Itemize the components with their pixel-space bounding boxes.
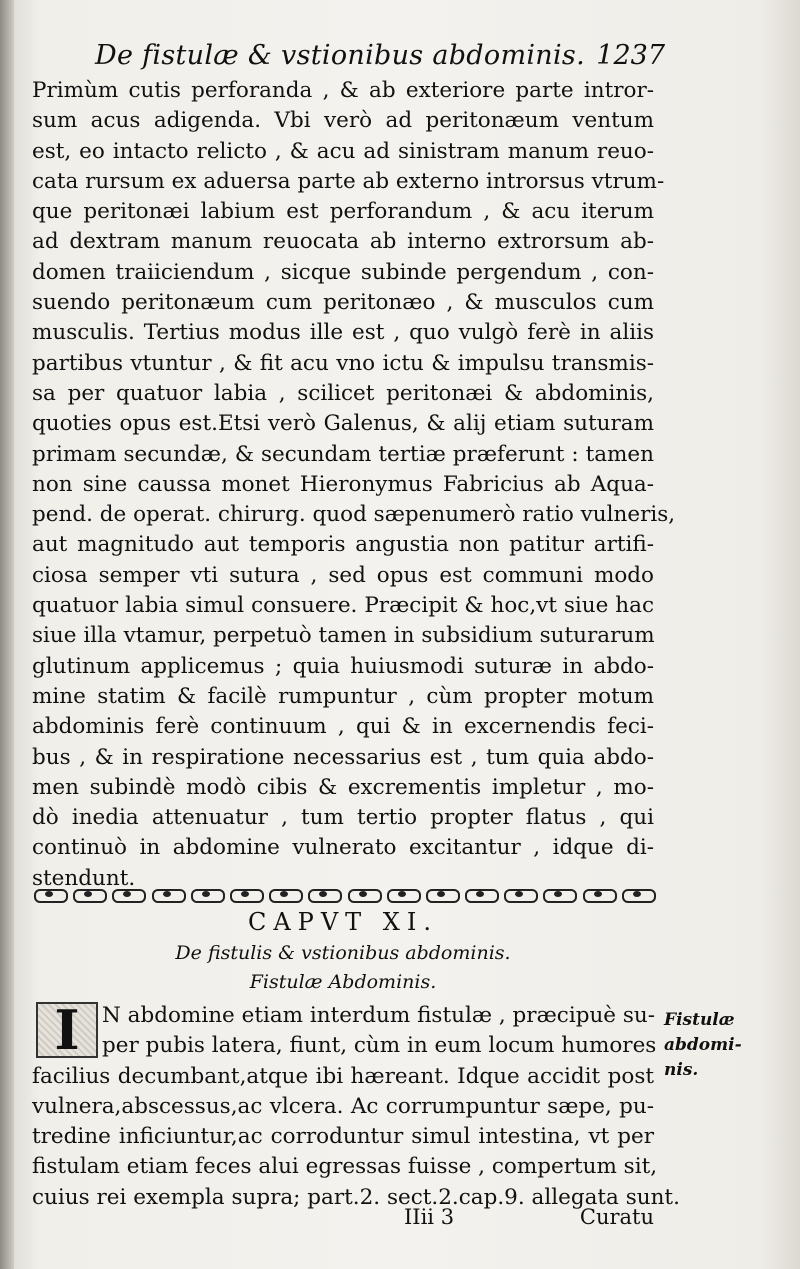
marginal-note: [664, 1008, 784, 1083]
marginal-note-line: Fistulæ: [664, 1010, 735, 1030]
ornament-icon: [502, 886, 536, 902]
text-line: est, eo intacto relicto , & acu ad sinistram manum reuo-: [32, 138, 654, 164]
chapter-title: CAPVT XI.: [247, 908, 438, 936]
text-line: abdominis ferè continuum , qui & in excernendis feci-: [32, 714, 654, 740]
text-line: per pubis latera, fiunt, cùm in eum locum humores: [102, 1033, 657, 1059]
ornament-icon: [541, 886, 575, 902]
page-header: [95, 38, 665, 78]
text-line: aut magnitudo aut temporis angustia non patitur artifi-: [32, 532, 654, 558]
text-line: sum acus adigenda. Vbi verò ad peritonæum ventum: [32, 108, 654, 134]
text-line: cuius rei exempla supra; part.2. sect.2.cap.9. allegata sunt.: [32, 1184, 680, 1210]
text-line: quatuor labia simul consuere. Præcipit & hoc,vt siue hac: [32, 593, 654, 619]
page-footer: [32, 1205, 654, 1235]
ornament-icon: [306, 886, 340, 902]
ornament-icon: [71, 886, 105, 902]
body-paragraph: [32, 76, 676, 894]
ornament-icon: [189, 886, 223, 902]
section-title: Fistulæ Abdominis.: [249, 971, 437, 993]
running-head: De fistulæ & vstionibus abdominis.: [95, 40, 585, 71]
text-line: men subindè modò cibis & excrementis impletur , mo-: [32, 774, 654, 800]
ornament-icon: [267, 886, 301, 902]
catchword: Curatu: [579, 1205, 654, 1229]
text-line: partibus vtuntur , & fit acu vno ictu & impulsu transmis-: [32, 350, 654, 376]
text-line: ciosa semper vti sutura , sed opus est communi modo: [32, 562, 654, 588]
text-line: N abdomine etiam interdum fistulæ , præcipuè su-: [102, 1003, 656, 1028]
text-line: quoties opus est.Etsi verò Galenus, & alij etiam suturam: [32, 411, 654, 437]
text-line: fistulam etiam feces alui egressas fuisse , compertum sit,: [32, 1154, 658, 1180]
page-gutter: [0, 0, 14, 1269]
marginal-note-line: abdomi-: [664, 1035, 742, 1055]
text-line: cata rursum ex aduersa parte ab externo introrsus vtrum-: [32, 168, 665, 194]
ornament-icon: [346, 886, 380, 902]
text-line: continuò in abdomine vulnerato excitantur , idque di-: [32, 835, 654, 861]
ornament-icon: [32, 886, 66, 902]
text-line: que peritonæi labium est perforandum , & acu iterum: [32, 199, 654, 225]
text-line: dò inedia attenuatur , tum tertio propter flatus , qui: [32, 805, 654, 831]
text-line: musculis. Tertius modus ille est , quo vulgò ferè in aliis: [32, 320, 654, 346]
text-line: mine statim & facilè rumpuntur , cùm propter motum: [32, 683, 654, 709]
text-line: facilius decumbant,atque ibi hæreant. Idque accidit post: [32, 1063, 654, 1089]
ornament-icon: [150, 886, 184, 902]
text-line: suendo peritonæum cum peritonæo , & musculos cum: [32, 290, 654, 316]
drop-cap-initial: I: [36, 1002, 98, 1058]
text-line: sa per quatuor labia , scilicet peritonæi & abdominis,: [32, 380, 654, 406]
page-number: 1237: [596, 40, 665, 71]
text-line: ad dextram manum reuocata ab interno extrorsum ab-: [32, 229, 654, 255]
text-line: pend. de operat. chirurg. quod sæpenumerò ratio vulneris,: [32, 502, 676, 528]
chapter-subtitle: De fistulis & vstionibus abdominis.: [175, 942, 511, 964]
ornament-icon: [581, 886, 615, 902]
text-line: domen traiiciendum , sicque subinde pergendum , con-: [32, 259, 654, 285]
text-line: Primùm cutis perforanda , & ab exteriore parte intror-: [32, 78, 654, 103]
ornamental-border: [32, 883, 654, 905]
text-line: stendunt.: [32, 865, 136, 891]
marginal-note-line: nis.: [664, 1060, 699, 1080]
ornament-icon: [620, 886, 654, 902]
text-line: glutinum applicemus ; quia huiusmodi suturæ in abdo-: [32, 653, 654, 679]
ornament-icon: [424, 886, 458, 902]
ornament-icon: [110, 886, 144, 902]
chapter-paragraph: [32, 1001, 680, 1213]
signature-mark: IIii 3: [404, 1205, 455, 1229]
ornament-icon: [228, 886, 262, 902]
text-line: siue illa vtamur, perpetuò tamen in subsidium suturarum: [32, 623, 655, 649]
ornament-icon: [463, 886, 497, 902]
text-line: primam secundæ, & secundam tertiæ præferunt : tamen: [32, 441, 654, 467]
text-line: tredine inficiuntur,ac corroduntur simul intestina, vt per: [32, 1124, 654, 1150]
text-line: non sine caussa monet Hieronymus Fabricius ab Aqua-: [32, 471, 654, 497]
ornament-icon: [385, 886, 419, 902]
text-line: bus , & in respiratione necessarius est , tum quia abdo-: [32, 744, 654, 770]
text-line: vulnera,abscessus,ac vlcera. Ac corrumpuntur sæpe, pu-: [32, 1093, 654, 1119]
